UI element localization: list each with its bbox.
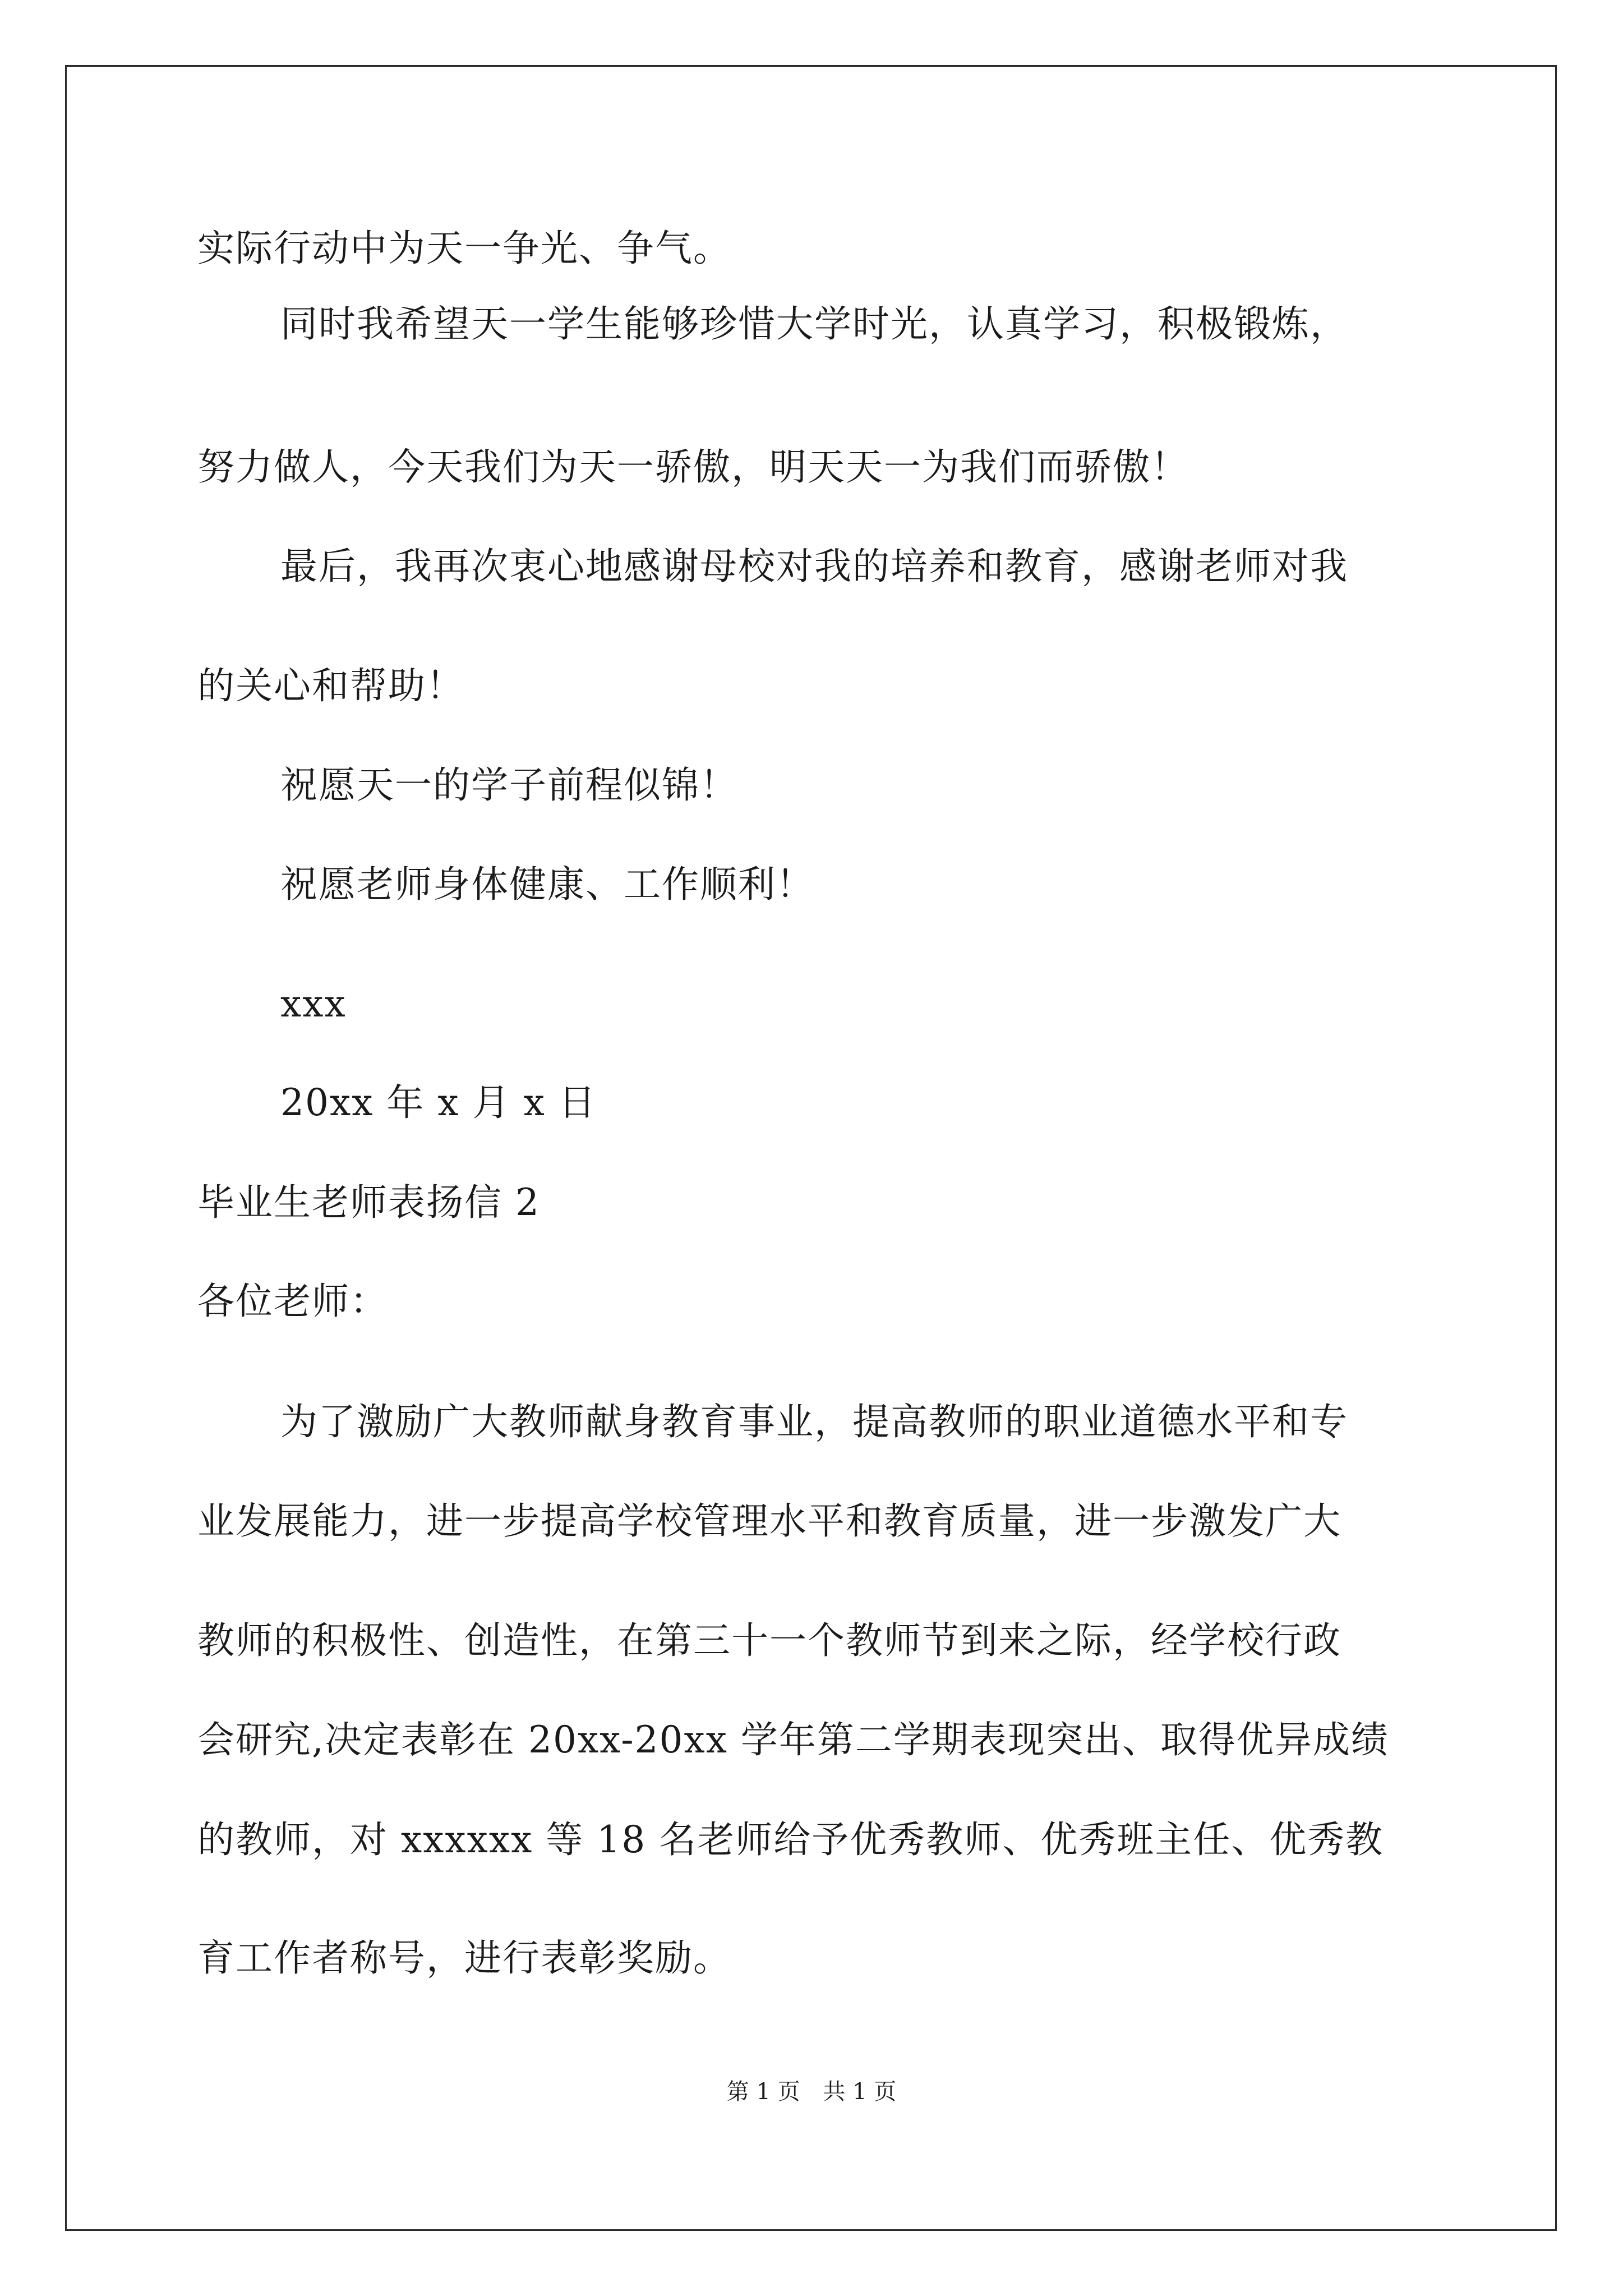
page-footer <box>0 2077 1623 2106</box>
section-title: 毕业生老师表扬信 2 <box>197 1181 540 1224</box>
signature-name: xxx <box>280 982 347 1025</box>
paragraph-line: 为了激励广大教师献身教育事业，提高教师的职业道德水平和专 <box>280 1400 1348 1443</box>
closing-wish: 祝愿老师身体健康、工作顺利！ <box>280 863 814 906</box>
page-border <box>65 65 1557 2231</box>
page-number: 第 1 页 <box>726 2079 800 2105</box>
paragraph-line: 同时我希望天一学生能够珍惜大学时光，认真学习，积极锻炼， <box>280 302 1348 346</box>
paragraph-line: 最后，我再次衷心地感谢母校对我的培养和教育，感谢老师对我 <box>280 545 1348 588</box>
signature-date: 20xx 年 x 月 x 日 <box>280 1081 597 1124</box>
salutation: 各位老师： <box>197 1280 388 1323</box>
page-total: 共 1 页 <box>823 2079 897 2105</box>
paragraph-line: 的关心和帮助！ <box>197 664 464 707</box>
paragraph-line: 实际行动中为天一争光、争气。 <box>197 227 731 270</box>
paragraph-line: 会研究,决定表彰在 20xx-20xx 学年第二学期表现突出、取得优异成绩 <box>197 1718 1389 1761</box>
paragraph-line: 努力做人，今天我们为天一骄傲，明天天一为我们而骄傲！ <box>197 445 1189 489</box>
paragraph-line: 教师的积极性、创造性，在第三十一个教师节到来之际，经学校行政 <box>197 1619 1341 1662</box>
paragraph-line: 业发展能力，进一步提高学校管理水平和教育质量，进一步激发广大 <box>197 1499 1341 1543</box>
closing-wish: 祝愿天一的学子前程似锦！ <box>280 763 738 807</box>
paragraph-line: 育工作者称号，进行表彰奖励。 <box>197 1936 731 1980</box>
paragraph-line: 的教师，对 xxxxxx 等 18 名老师给予优秀教师、优秀班主任、优秀教 <box>197 1818 1384 1861</box>
